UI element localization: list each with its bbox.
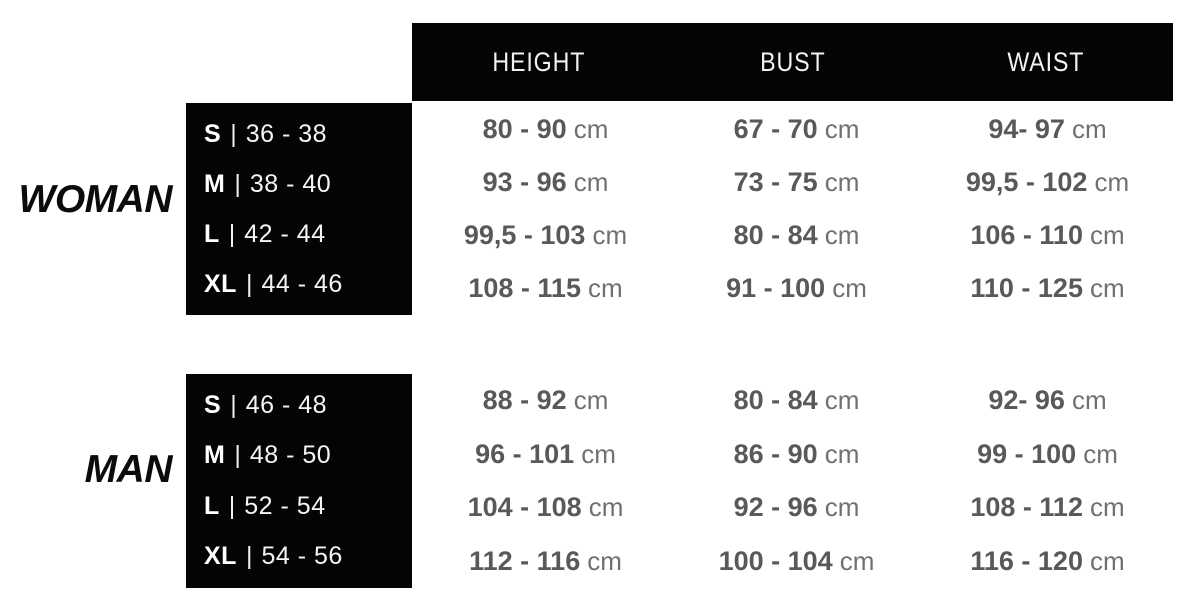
group-label-woman: WOMAN xyxy=(18,178,172,221)
unit-label: cm xyxy=(824,114,860,144)
waist-cell xyxy=(922,481,1173,535)
height-cell xyxy=(420,156,671,209)
waist-cell xyxy=(922,428,1173,482)
unit-label: cm xyxy=(573,114,609,144)
column-header-height: HEIGHT xyxy=(492,46,586,77)
unit-label: cm xyxy=(588,492,624,523)
size-range: 54 - 56 xyxy=(261,542,343,571)
unit-label: cm xyxy=(573,385,609,416)
size-separator: | xyxy=(245,269,253,298)
height-value: 93 - 96 xyxy=(482,167,567,197)
size-row xyxy=(186,109,412,159)
waist-value: 99,5 - 102 xyxy=(965,167,1088,197)
height-value: 99,5 - 103 xyxy=(463,220,586,250)
waist-cell xyxy=(922,209,1173,262)
height-cell xyxy=(420,262,671,315)
waist-cell xyxy=(922,103,1173,156)
unit-label: cm xyxy=(592,220,628,250)
waist-cell xyxy=(922,262,1173,315)
height-cell xyxy=(420,374,671,428)
size-letter: M xyxy=(204,169,226,198)
size-letter: S xyxy=(204,390,222,419)
size-box-man xyxy=(186,374,412,588)
height-cell xyxy=(420,103,671,156)
unit-label: cm xyxy=(1089,545,1125,576)
unit-label: cm xyxy=(824,167,860,197)
table-header xyxy=(412,23,1173,101)
size-range: 52 - 54 xyxy=(244,491,326,520)
size-row xyxy=(186,259,412,309)
unit-label: cm xyxy=(581,438,616,469)
bust-cell xyxy=(671,428,922,482)
size-letter: XL xyxy=(204,269,237,298)
size-row xyxy=(186,209,412,259)
height-value: 88 - 92 xyxy=(482,385,567,416)
unit-label: cm xyxy=(1089,273,1125,303)
group-label-man: MAN xyxy=(84,448,172,491)
size-range: 36 - 38 xyxy=(245,119,328,148)
size-range: 46 - 48 xyxy=(245,390,328,419)
bust-cell xyxy=(671,374,922,428)
size-range: 42 - 44 xyxy=(244,219,326,248)
size-separator: | xyxy=(228,491,236,520)
bust-cell xyxy=(671,535,922,589)
bust-value: 92 - 96 xyxy=(733,492,818,523)
height-cell xyxy=(420,428,671,482)
size-row xyxy=(186,380,412,431)
bust-value: 67 - 70 xyxy=(733,114,818,144)
unit-label: cm xyxy=(573,167,609,197)
size-separator: | xyxy=(230,390,237,419)
waist-value: 110 - 125 xyxy=(970,273,1083,303)
size-range: 38 - 40 xyxy=(249,169,332,198)
size-separator: | xyxy=(228,219,236,248)
bust-value: 100 - 104 xyxy=(718,545,833,576)
unit-label: cm xyxy=(1089,492,1125,523)
height-value: 108 - 115 xyxy=(468,273,581,303)
height-value: 96 - 101 xyxy=(475,438,575,469)
bust-cell xyxy=(671,209,922,262)
size-row xyxy=(186,159,412,209)
unit-label: cm xyxy=(832,273,867,303)
size-row xyxy=(186,481,412,532)
height-cell xyxy=(420,535,671,589)
size-separator: | xyxy=(234,169,241,198)
size-separator: | xyxy=(234,441,241,470)
waist-cell xyxy=(922,374,1173,428)
bust-cell xyxy=(671,481,922,535)
unit-label: cm xyxy=(587,273,623,303)
bust-cell xyxy=(671,262,922,315)
size-row xyxy=(186,532,412,583)
size-letter: M xyxy=(204,441,226,470)
waist-value: 106 - 110 xyxy=(970,220,1083,250)
size-letter: XL xyxy=(204,542,237,571)
bust-value: 80 - 84 xyxy=(733,220,818,250)
bust-cell xyxy=(671,156,922,209)
waist-value: 116 - 120 xyxy=(970,545,1083,576)
waist-value: 92- 96 xyxy=(988,385,1065,416)
unit-label: cm xyxy=(1071,385,1107,416)
waist-value: 108 - 112 xyxy=(970,492,1083,523)
height-value: 112 - 116 xyxy=(469,545,581,576)
bust-cell xyxy=(671,103,922,156)
unit-label: cm xyxy=(1071,114,1107,144)
size-separator: | xyxy=(230,119,237,148)
waist-cell xyxy=(922,156,1173,209)
column-header-bust: BUST xyxy=(759,46,826,77)
height-value: 80 - 90 xyxy=(482,114,567,144)
unit-label: cm xyxy=(1094,167,1130,197)
height-cell xyxy=(420,481,671,535)
unit-label: cm xyxy=(587,545,622,576)
size-row xyxy=(186,431,412,482)
unit-label: cm xyxy=(1083,438,1118,469)
unit-label: cm xyxy=(1089,220,1125,250)
bust-value: 73 - 75 xyxy=(733,167,818,197)
bust-value: 86 - 90 xyxy=(733,438,818,469)
size-box-woman xyxy=(186,103,412,315)
size-separator: | xyxy=(245,542,253,571)
waist-cell xyxy=(922,535,1173,589)
size-range: 44 - 46 xyxy=(261,269,343,298)
height-value: 104 - 108 xyxy=(467,492,582,523)
size-letter: S xyxy=(204,119,222,148)
unit-label: cm xyxy=(824,438,860,469)
data-grid-woman xyxy=(420,103,1173,315)
size-range: 48 - 50 xyxy=(249,441,332,470)
bust-value: 91 - 100 xyxy=(726,273,826,303)
size-letter: L xyxy=(204,491,220,520)
unit-label: cm xyxy=(824,385,860,416)
size-letter: L xyxy=(204,219,220,248)
waist-value: 94- 97 xyxy=(988,114,1065,144)
data-grid-man xyxy=(420,374,1173,588)
unit-label: cm xyxy=(824,220,860,250)
unit-label: cm xyxy=(824,492,860,523)
unit-label: cm xyxy=(839,545,875,576)
bust-value: 80 - 84 xyxy=(733,385,818,416)
column-header-waist: WAIST xyxy=(1007,46,1085,77)
waist-value: 99 - 100 xyxy=(977,438,1077,469)
height-cell xyxy=(420,209,671,262)
